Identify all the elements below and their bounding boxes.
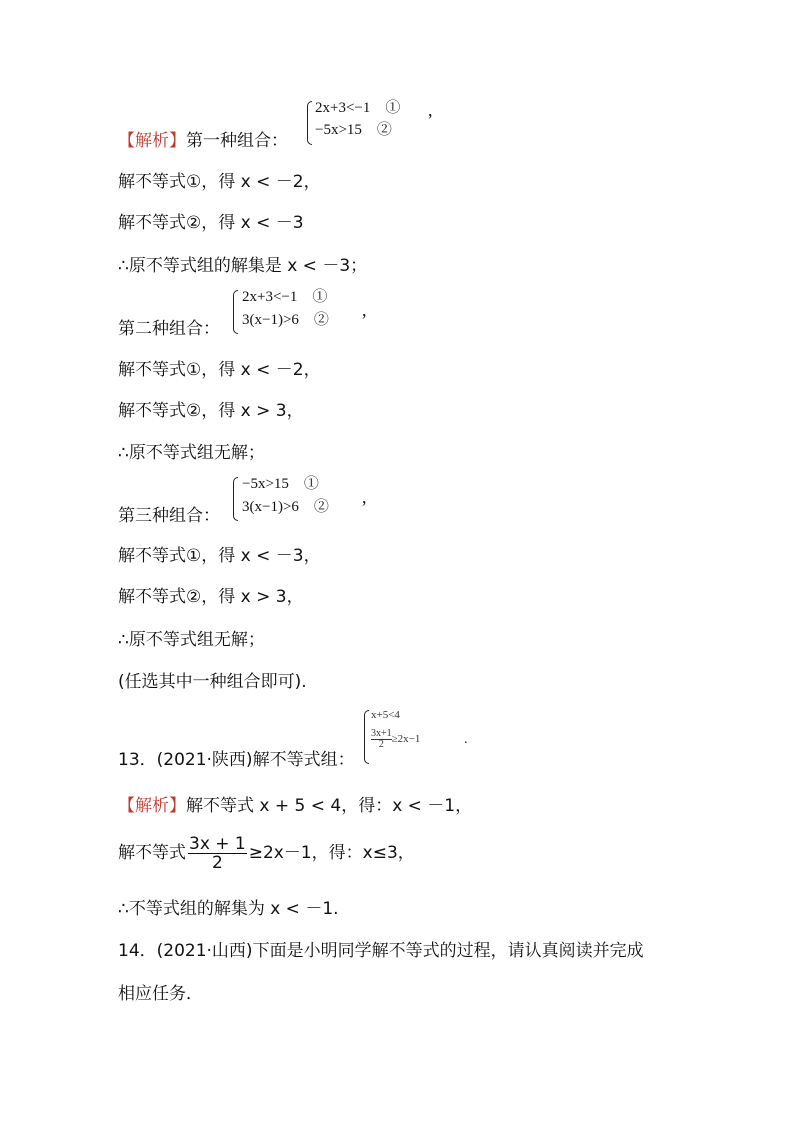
- q13-ineq2-rest: ≥2x−1: [391, 733, 421, 746]
- analysis-tag-13: 【解析】: [118, 796, 186, 816]
- line-note: (任选其中一种组合即可).: [118, 672, 307, 692]
- line-solve-1b: 解不等式②，得 x < －3: [118, 213, 304, 233]
- brace-1: [307, 101, 312, 145]
- line-solve-3a: 解不等式①，得 x < －3，: [118, 546, 321, 566]
- analysis-line-combo1: [118, 131, 288, 151]
- combo2-comma: ,: [362, 300, 367, 320]
- combo1-inequality-1: 2x+3<−1 ①: [315, 100, 401, 116]
- brace-3: [233, 477, 238, 521]
- answer-13-fraction: [188, 835, 247, 872]
- combo1-comma: ,: [428, 100, 433, 120]
- brace-2: [233, 290, 238, 334]
- line-solve-1a: 解不等式①，得 x < －2，: [118, 172, 321, 192]
- q13-inequality-2: [371, 729, 420, 750]
- q13-frac-den: 2: [378, 739, 384, 750]
- fraction-denominator: 2: [211, 852, 223, 873]
- fraction-numerator: 3x + 1: [189, 833, 246, 854]
- answer-13-line-2: [118, 833, 415, 873]
- brace-q13: [364, 710, 369, 764]
- combo1-inequality-2: −5x>15 ②: [315, 122, 392, 138]
- line-conclusion-2: ∴原不等式组无解；: [118, 443, 265, 463]
- answer-13-post: ≥2x－1，得：x≤3，: [248, 843, 415, 863]
- answer-13-pre: 解不等式: [118, 843, 186, 863]
- answer-13-conclusion: ∴不等式组的解集为 x < －1.: [118, 899, 339, 919]
- combo3-inequality-1: −5x>15 ①: [242, 476, 319, 492]
- question-14-line-1: 14．(2021·山西)下面是小明同学解不等式的过程，请认真阅读并完成: [118, 941, 644, 961]
- combo1-label: 第一种组合：: [186, 131, 288, 151]
- line-conclusion-1: ∴原不等式组的解集是 x < －3；: [118, 256, 368, 276]
- line-solve-2b: 解不等式②，得 x > 3，: [118, 401, 304, 421]
- q13-inequality-1: x+5<4: [371, 709, 400, 721]
- q13-period: .: [464, 732, 468, 747]
- combo3-inequality-2: 3(x−1)>6 ②: [242, 499, 329, 515]
- line-conclusion-3: ∴原不等式组无解；: [118, 630, 265, 650]
- answer-13-line-1: [118, 796, 472, 816]
- q13-frac-num: 3x+1: [371, 728, 392, 739]
- combo2-label: 第二种组合：: [118, 319, 220, 339]
- analysis-tag: 【解析】: [118, 131, 186, 151]
- combo3-comma: ,: [362, 487, 367, 507]
- combo2-inequality-2: 3(x−1)>6 ②: [242, 312, 329, 328]
- question-14-line-2: 相应任务．: [118, 984, 203, 1004]
- line-solve-2a: 解不等式①，得 x < －2，: [118, 360, 321, 380]
- combo2-inequality-1: 2x+3<−1 ①: [242, 289, 328, 305]
- answer-13-text-1: 解不等式 x + 5 < 4，得：x < －1，: [186, 796, 473, 816]
- line-solve-3b: 解不等式②，得 x > 3，: [118, 587, 304, 607]
- combo3-label: 第三种组合：: [118, 506, 220, 526]
- question-13: 13．(2021·陕西)解不等式组：: [118, 750, 355, 770]
